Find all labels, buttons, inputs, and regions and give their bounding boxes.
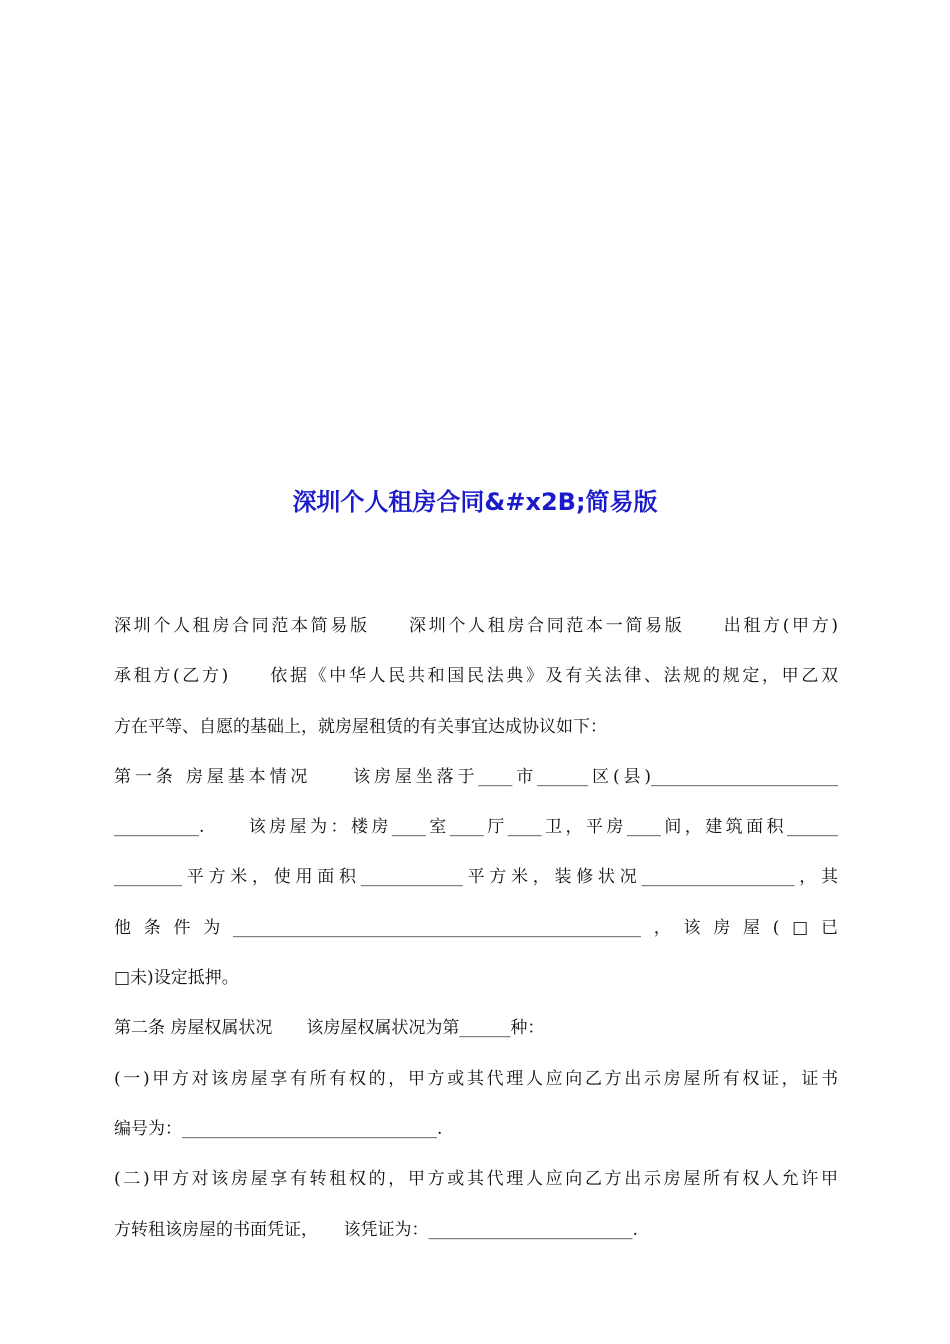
document-title: 深圳个人租房合同&#x2B;简易版 bbox=[292, 488, 658, 516]
body-line: 承租方(乙方) 依据《中华人民共和国民法典》及有关法律、法规的规定，甲乙双 bbox=[114, 666, 838, 687]
body-line: __________. 该房屋为：楼房____室____厅____卫，平房____间，建筑面积______ bbox=[114, 817, 838, 838]
body-line: 方转租该房屋的书面凭证， 该凭证为：________________________. bbox=[114, 1219, 638, 1240]
body-line: 他条件为________________________________________________，该房屋(□已 bbox=[114, 917, 838, 938]
body-line: 深圳个人租房合同范本简易版 深圳个人租房合同范本一简易版 出租方(甲方) bbox=[114, 616, 838, 636]
body-line: ________平方米，使用面积____________平方米，装修状况__________________，其 bbox=[114, 867, 838, 888]
contract-body bbox=[114, 601, 838, 1255]
section-heading-line: 第一条 房屋基本情况 该房屋坐落于____市______区(县)______________________ bbox=[114, 766, 838, 787]
body-line: (一)甲方对该房屋享有所有权的，甲方或其代理人应向乙方出示房屋所有权证，证书 bbox=[114, 1068, 838, 1089]
body-line: □未)设定抵押。 bbox=[114, 968, 239, 989]
body-line: (二)甲方对该房屋享有转租权的，甲方或其代理人应向乙方出示房屋所有权人允许甲 bbox=[114, 1169, 838, 1190]
body-line: 方在平等、自愿的基础上，就房屋租赁的有关事宜达成协议如下： bbox=[114, 716, 607, 737]
body-line: 编号为：______________________________. bbox=[114, 1118, 443, 1139]
section-heading-line: 第二条 房屋权属状况 该房屋权属状况为第______种： bbox=[114, 1018, 545, 1039]
